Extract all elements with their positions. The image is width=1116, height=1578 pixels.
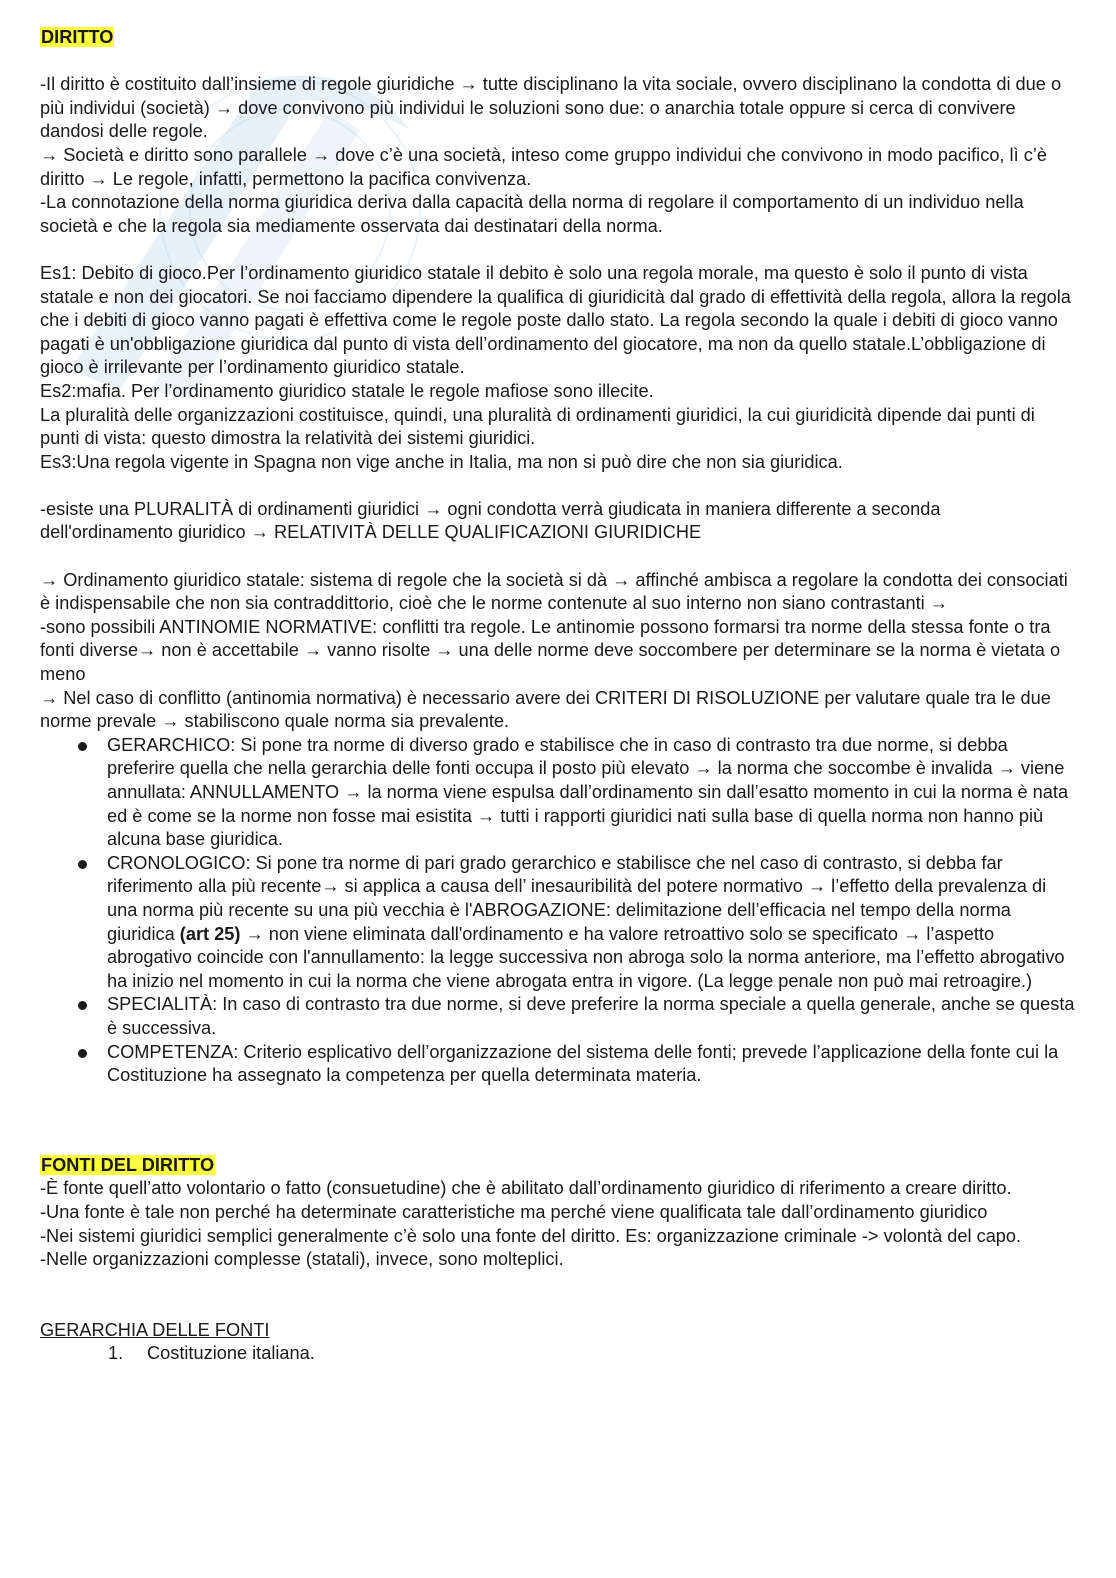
paragraph-societa-diritto: → Società e diritto sono parallele → dove c’è una società, inteso come gruppo individui che convivono in modo pacifico, lì c’è diritto → Le regole, infatti, permettono la pacifica convivenza.	[40, 144, 1047, 189]
criteria-list	[40, 734, 1076, 1088]
paragraph-plurality: La pluralità delle organizzazioni costituisce, quindi, una pluralità di ordinamenti giuridici, la cui giuridicità dipende dai punti di punti di vista: questo dimostra la relatività dei sistemi giuridici.	[40, 404, 1035, 449]
list-item-specialita: SPECIALITÀ: In caso di contrasto tra due norme, si deve preferire la norma speciale a quella generale, anche se questa è successiva.	[40, 993, 1076, 1040]
paragraph-organizzazioni-complesse: -Nelle organizzazioni complesse (statali), invece, sono molteplici.	[40, 1249, 564, 1270]
paragraph-criteri: → Nel caso di conflitto (antinomia normativa) è necessario avere dei CRITERI DI RISOLUZIONE per valutare quale tra le due norme prevale → stabiliscono quale norma sia prevalente.	[40, 687, 1051, 732]
list-item-competenza: COMPETENZA: Criterio esplicativo dell’organizzazione del sistema delle fonti; prevede l’applicazione della fonte cui la Costituzione ha assegnato la competenza per quella determinata materia.	[40, 1041, 1076, 1088]
document-page	[40, 26, 1076, 1366]
section-diritto-title: DIRITTO	[41, 27, 114, 47]
article-reference: (art 25)	[179, 923, 241, 944]
section-gerarchia-title: GERARCHIA DELLE FONTI	[40, 1319, 270, 1340]
bullet-icon	[78, 1001, 87, 1010]
bullet-icon	[78, 860, 87, 869]
list-item-cronologico: CRONOLOGICO: Si pone tra norme di pari grado gerarchico e stabilisce che nel caso di contrasto, si debba far riferimento alla più recente→ si applica a causa dell’ inesauribilità del potere normativo → l’effetto della prevalenza di una norma più recente su una più vecchia è l'ABROGAZIONE: delimitazione dell’efficacia nel tempo della norma giuridica (art 25) → non viene eliminata dall'ordinamento e ha valore retroattivo solo se specificato → l’aspetto abrogativo coincide con l'annullamento: la legge successiva non abroga solo la norma anteriore, ma l’effetto abrogativo ha inizio nel momento in cui la norma che viene abrogata entra in vigore. (La legge penale non può mai retroagire.)	[40, 852, 1076, 994]
paragraph-sistemi-semplici: -Nei sistemi giuridici semplici generalmente c’è solo una fonte del diritto. Es: organizzazione criminale -> volontà del capo.	[40, 1225, 1022, 1246]
paragraph-pluralita-ordinamenti: -esiste una PLURALITÀ di ordinamenti giuridici → ogni condotta verrà giudicata in maniera differente a seconda dell'ordinamento giuridico → RELATIVITÀ DELLE QUALIFICAZIONI GIURIDICHE	[40, 498, 941, 543]
paragraph-ordinamento-statale: → Ordinamento giuridico statale: sistema di regole che la società si dà → affinché ambisca a regolare la condotta dei consociati è indispensabile che non sia contraddittorio, cioè che le norme contenute al suo interno non siano contrastanti →	[40, 569, 1068, 614]
paragraph-example-3: Es3:Una regola vigente in Spagna non vige anche in Italia, ma non si può dire che non sia giuridica.	[40, 451, 843, 472]
list-item-costituzione: 1. Costituzione italiana.	[108, 1343, 315, 1364]
bullet-icon	[78, 742, 87, 751]
paragraph-example-2: Es2:mafia. Per l’ordinamento giuridico statale le regole mafiose sono illecite.	[40, 380, 654, 401]
bullet-icon	[78, 1049, 87, 1058]
paragraph-diritto-definition: -Il diritto è costituito dall’insieme di regole giuridiche → tutte disciplinano la vita sociale, ovvero disciplinano la condotta di due o più individui (società) → dove convivono più individui le soluzioni sono due: o anarchia totale oppure si cerca di convivere dandosi delle regole.	[40, 74, 1062, 142]
list-item-gerarchico: GERARCHICO: Si pone tra norme di diverso grado e stabilisce che in caso di contrasto tra due norme, si debba preferire quella che nella gerarchia delle fonti occupa il posto più elevato → la norma che soccombe è invalida → viene annullata: ANNULLAMENTO → la norma viene espulsa dall’ordinamento sin dall’esatto momento in cui la norma è nata ed è come se la norme non fosse mai esistita → tutti i rapporti giuridici nati sulla base di quella norma non hanno più alcuna base giuridica.	[40, 734, 1076, 852]
paragraph-antinomie: -sono possibili ANTINOMIE NORMATIVE: conflitti tra regole. Le antinomie possono formarsi tra norme della stessa fonte o tra fonti diverse→ non è accettabile → vanno risolte → una delle norme deve soccombere per determinare se la norma è vietata o meno	[40, 616, 1061, 685]
paragraph-example-1: Es1: Debito di gioco.Per l’ordinamento giuridico statale il debito è solo una regola morale, ma questo è solo il punto di vista statale e non dei giocatori. Se noi facciamo dipendere la qualifica di giuridicità dal grado di effettività della regola, allora la regola che i debiti di gioco vanno pagati è effettiva come le regole poste dallo stato. La regola secondo la quale i debiti di gioco vanno pagati è un'obbligazione giuridica dal punto di vista dell’ordinamento del giocatore, ma non da quello statale.L’obbligazione di gioco è irrilevante per l’ordinamento giuridico statale.	[40, 262, 1071, 378]
paragraph-connotazione: -La connotazione della norma giuridica deriva dalla capacità della norma di regolare il comportamento di un individuo nella società e che la regola sia mediamente osservata dai destinatari della norma.	[40, 192, 1024, 236]
paragraph-fonte-definition: -È fonte quell’atto volontario o fatto (consuetudine) che è abilitato dall’ordinamento giuridico di riferimento a creare diritto.	[40, 1178, 1012, 1199]
section-fonti-title: FONTI DEL DIRITTO	[41, 1154, 215, 1175]
paragraph-fonte-qualifica: -Una fonte è tale non perché ha determinate caratteristiche ma perché viene qualificata tale dall’ordinamento giuridico	[40, 1201, 988, 1222]
